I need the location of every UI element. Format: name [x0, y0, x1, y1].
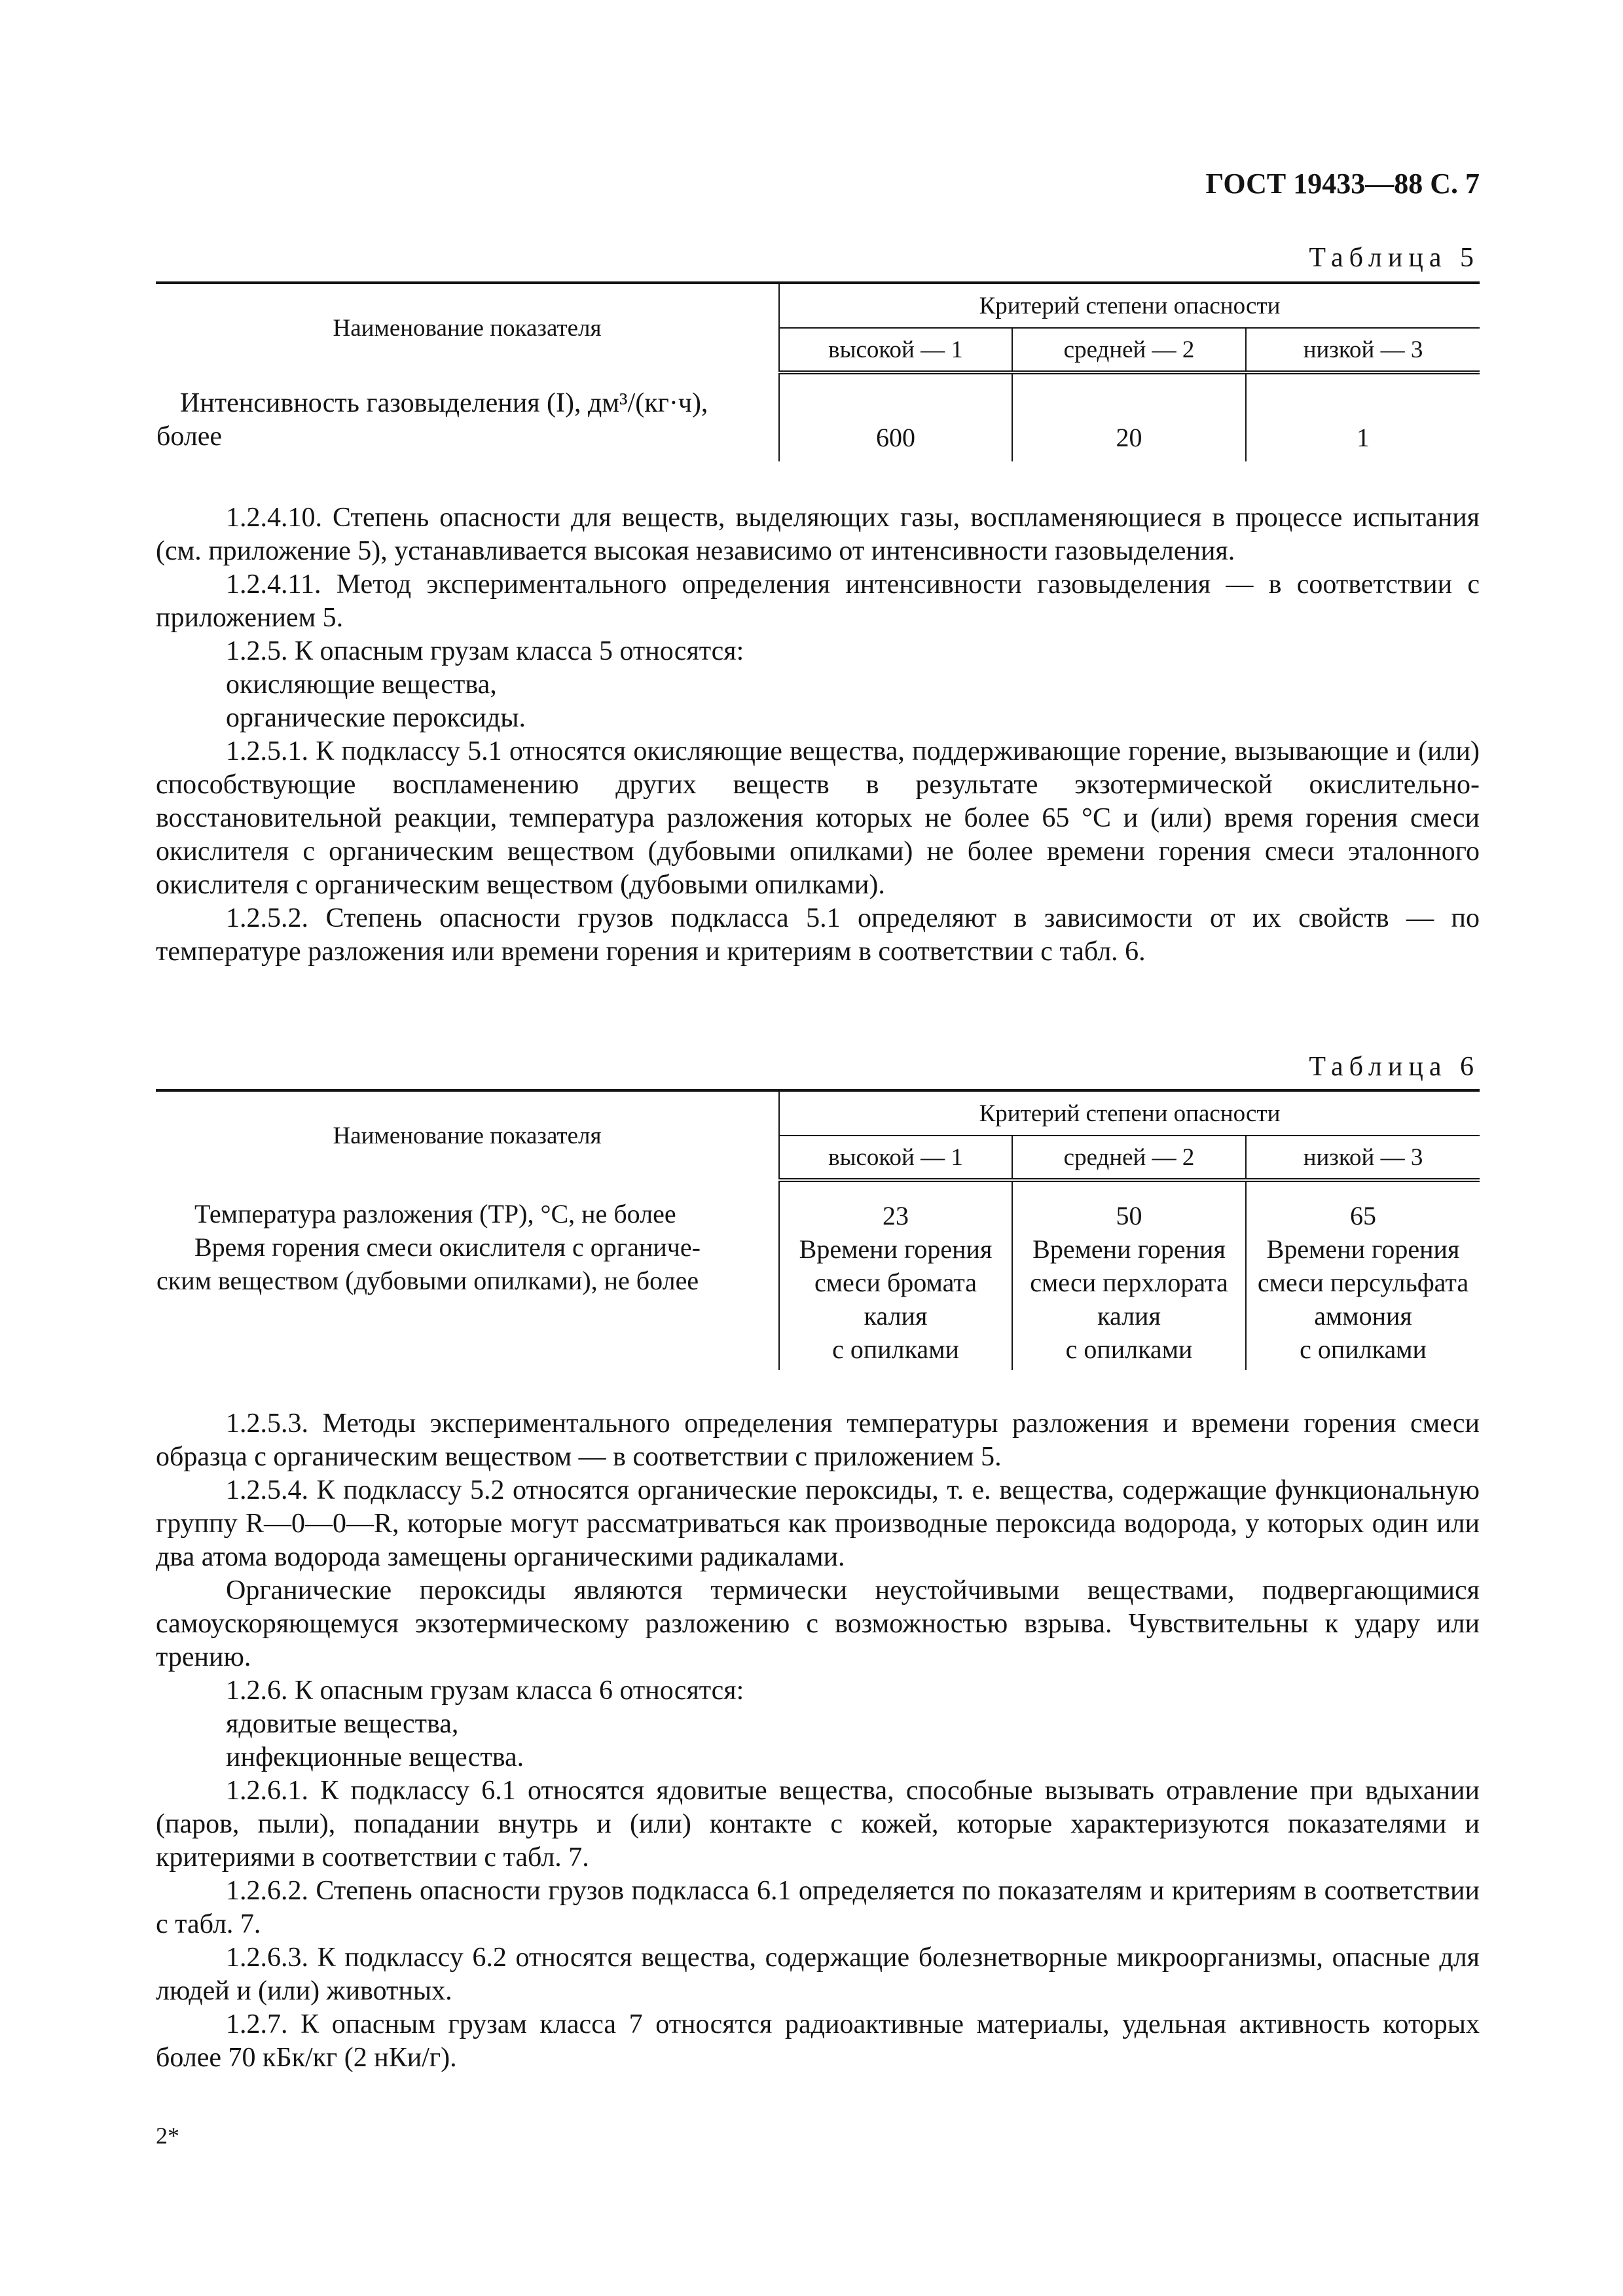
table-6	[156, 1089, 1480, 1370]
table-6-caption: Таблица 6	[1309, 1052, 1480, 1082]
table-5-level-low: низкой — 3	[1246, 328, 1480, 372]
table-6-row-2-value-medium-line: смеси перхлората	[1030, 1268, 1228, 1297]
table-5	[156, 281, 1480, 461]
page-footer-mark: 2*	[156, 2123, 179, 2149]
table-6-row-2-value-medium-line: Времени горения	[1032, 1234, 1226, 1264]
table-5-value-high: 600	[779, 372, 1012, 461]
table-6-row-2-value-medium-line: с опилками	[1065, 1335, 1193, 1364]
table-6-level-high: высокой — 1	[779, 1136, 1012, 1180]
table-5-level-medium: средней — 2	[1012, 328, 1246, 372]
paragraph: 1.2.5.3. Методы экспериментального определения температуры разложения и времени горения смеси образца с органическим веществом — в соответствии с приложением 5.	[156, 1408, 1480, 1472]
table-6-row-2-value-high-line: смеси бромата	[814, 1268, 977, 1297]
table-6-row-2-value-low-line: Времени горения	[1266, 1234, 1460, 1264]
table-6-row-names	[156, 1180, 779, 1370]
list-item: органические пероксиды.	[226, 703, 526, 733]
table-6-row-2-value-high-line: Времени горения	[799, 1234, 993, 1264]
list-item: ядовитые вещества,	[226, 1709, 459, 1739]
list-item: окисляющие вещества,	[226, 670, 497, 700]
table-6-col-medium	[1012, 1180, 1246, 1370]
list-item: инфекционные вещества.	[226, 1742, 524, 1772]
paragraph: 1.2.6.2. Степень опасности грузов подкласса 6.1 определяется по показателям и критериям в соответствии с табл. 7.	[156, 1876, 1480, 1939]
table-6-column-name: Наименование показателя	[156, 1090, 779, 1180]
table-6-row-1-value-high: 23	[883, 1201, 909, 1230]
table-5-row-name-line-1: Интенсивность газовыделения (I), дм³/(кг·ч),	[180, 388, 708, 418]
paragraph: Органические пероксиды являются термически неустойчивыми веществами, подвергающимися самоускоряющемуся экзотермическому разложению с возможностью взрыва. Чувствительны к удару или трению.	[156, 1575, 1480, 1672]
paragraph: 1.2.5.1. К подклассу 5.1 относятся окисляющие вещества, поддерживающие горение, вызывающие и (или) способствующие воспламенению других веществ в результате экзотермической окислительно-восстановительной реакции, температура разложения которых не более 65 °С и (или) время горения смеси окислителя с органическим веществом (дубовыми опилками) не более времени горения смеси эталонного окислителя с органическим веществом (дубовыми опилками).	[156, 736, 1480, 900]
table-6-col-low	[1246, 1180, 1480, 1370]
table-5-level-high: высокой — 1	[779, 328, 1012, 372]
paragraph: 1.2.4.11. Метод экспериментального определения интенсивности газовыделения — в соответствии с приложением 5.	[156, 569, 1480, 633]
table-6-level-medium: средней — 2	[1012, 1136, 1246, 1180]
table-6-row-1-name: Температура разложения (ТР), °С, не более	[194, 1199, 676, 1229]
paragraph: 1.2.7. К опасным грузам класса 7 относятся радиоактивные материалы, удельная активность которых более 70 кБк/кг (2 нКи/г).	[156, 2009, 1480, 2073]
paragraph: 1.2.5.4. К подклассу 5.2 относятся органические пероксиды, т. е. вещества, содержащие функциональную группу R—0—0—R, которые могут рассматриваться как производные пероксида водорода, у которых один или два атома водорода замещены органическими радикалами.	[156, 1475, 1480, 1572]
table-5-value-low: 1	[1246, 372, 1480, 461]
table-6-criteria-title: Критерий степени опасности	[779, 1090, 1480, 1136]
table-6-level-low: низкой — 3	[1246, 1136, 1480, 1180]
table-5-row-name	[156, 372, 779, 461]
paragraph: 1.2.6. К опасным грузам класса 6 относятся:	[226, 1676, 744, 1706]
text-block-a	[156, 501, 1480, 969]
table-6-row-2-value-low-line: с опилками	[1300, 1335, 1427, 1364]
paragraph: 1.2.4.10. Степень опасности для веществ, выделяющих газы, воспламеняющиеся в процессе испытания (см. приложение 5), устанавливается высокая независимо от интенсивности газовыделения.	[156, 503, 1480, 566]
table-5-row-name-line-2: более	[156, 422, 223, 452]
table-6-col-high	[779, 1180, 1012, 1370]
paragraph: 1.2.6.3. К подклассу 6.2 относятся вещества, содержащие болезнетворные микроорганизмы, опасные для людей и (или) животных.	[156, 1943, 1480, 2006]
paragraph: 1.2.5. К опасным грузам класса 5 относятся:	[226, 636, 744, 666]
table-6-row-2-value-medium-line: калия	[1097, 1301, 1161, 1331]
table-6-row-2-value-low-line: смеси персульфата	[1257, 1268, 1469, 1297]
table-5-criteria-title: Критерий степени опасности	[779, 283, 1480, 328]
text-block-b	[156, 1407, 1480, 2075]
page-header: ГОСТ 19433—88 С. 7	[1205, 168, 1480, 200]
table-5-value-medium: 20	[1012, 372, 1246, 461]
paragraph: 1.2.6.1. К подклассу 6.1 относятся ядовитые вещества, способные вызывать отравление при вдыхании (паров, пыли), попадании внутрь и (или) контакте с кожей, которые характеризуются показателями и критериями в соответствии с табл. 7.	[156, 1776, 1480, 1873]
table-6-row-2-name-line-1: Время горения смеси окислителя с органиче-	[194, 1232, 701, 1262]
table-6-row-1-value-medium: 50	[1116, 1201, 1142, 1230]
table-5-caption: Таблица 5	[1309, 243, 1480, 273]
table-5-column-name: Наименование показателя	[156, 283, 779, 372]
table-6-row-2-name-line-2: ским веществом (дубовыми опилками), не более	[156, 1266, 699, 1295]
table-6-row-2-value-low-line: аммония	[1314, 1301, 1412, 1331]
paragraph: 1.2.5.2. Степень опасности грузов подкласса 5.1 определяют в зависимости от их свойств — по температуре разложения или времени горения и критериям в соответствии с табл. 6.	[156, 903, 1480, 967]
table-6-row-1-value-low: 65	[1350, 1201, 1377, 1230]
table-6-row-2-value-high-line: калия	[864, 1301, 928, 1331]
table-6-row-2-value-high-line: с опилками	[832, 1335, 959, 1364]
